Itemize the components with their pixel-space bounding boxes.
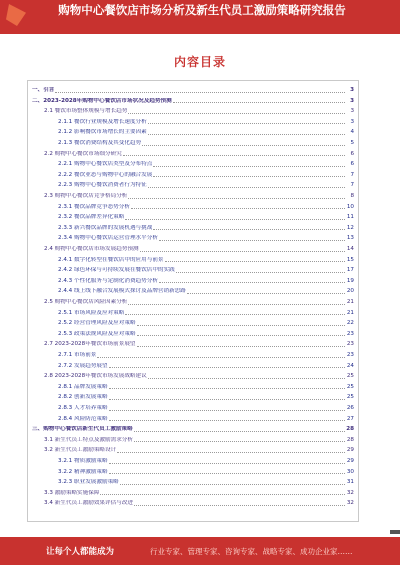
toc-entry[interactable] <box>28 341 358 348</box>
toc-page-number: 6 <box>350 161 354 168</box>
toc-leader-dots <box>148 377 345 379</box>
toc-page-number: 26 <box>346 405 354 411</box>
toc-entry-title: 2.7.2 发展趋势展望 <box>58 362 108 369</box>
toc-entry-title: 3.1 新生代员工特点及激励需求分析 <box>44 436 133 443</box>
toc-page-number: 4 <box>350 129 354 136</box>
toc-leader-dots <box>128 112 345 114</box>
toc-page-number: 23 <box>346 341 354 348</box>
toc-page-number: 3 <box>350 97 354 104</box>
toc-page-number: 25 <box>346 383 354 390</box>
toc-title: 内容目录 <box>173 55 226 69</box>
toc-leader-dots <box>134 504 345 506</box>
toc-page-number: 20 <box>346 288 354 295</box>
toc-leader-dots <box>148 186 345 188</box>
toc-entry[interactable] <box>28 151 358 158</box>
toc-page-number: 28 <box>346 436 354 443</box>
page-corner-mark <box>390 530 400 534</box>
toc-entry-title: 2.3.3 新兴餐饮品牌的发展机遇与挑战 <box>58 224 153 231</box>
toc-page-number: 22 <box>346 320 354 327</box>
toc-entry-title: 2.3.1 餐饮品牌竞争态势分析 <box>58 203 130 210</box>
toc-page-number: 29 <box>346 447 354 454</box>
footer-bar <box>0 537 400 565</box>
toc-leader-dots <box>109 409 345 411</box>
toc-entry-title: 2.8.4 风险防范策略 <box>58 415 108 422</box>
toc-leader-dots <box>137 334 345 336</box>
toc-leader-dots <box>153 228 345 230</box>
toc-entry-title: 2.4.3 个性化服务与定制化消费趋势分析 <box>58 277 158 284</box>
page-title: 购物中心餐饮店市场分析及新生代员工激励策略研究报告 <box>58 3 346 17</box>
toc-entry-title: 二、2023-2028年购物中心餐饮店市场状况及趋势预测 <box>32 97 172 104</box>
toc-page-number: 15 <box>346 256 354 263</box>
toc-leader-dots <box>109 398 345 400</box>
toc-page-number: 30 <box>346 468 354 475</box>
toc-page-number: 21 <box>346 309 354 316</box>
toc-page-number: 5 <box>350 140 354 146</box>
toc-entry-title: 2.7.1 市场前景 <box>58 352 97 358</box>
toc-leader-dots <box>131 207 345 209</box>
logo-icon <box>6 4 26 26</box>
toc-leader-dots <box>109 419 345 421</box>
toc-entry[interactable] <box>28 257 358 264</box>
toc-leader-dots <box>140 250 345 252</box>
toc-page-number: 17 <box>346 267 354 274</box>
toc-leader-dots <box>125 218 345 220</box>
toc-entry-title: 2.1.3 餐饮消费结构及其变化趋势 <box>58 140 142 146</box>
footer-slogan: 让每个人都能成为 <box>46 547 115 557</box>
toc-entry[interactable] <box>28 320 358 327</box>
toc-entry-title: 2.2.2 餐饮业态与购物中心的融合发展 <box>58 171 153 178</box>
toc-leader-dots <box>176 271 345 273</box>
toc-entry-title: 2.2.1 购物中心餐饮店类型及分布特点 <box>58 161 153 168</box>
toc-entry[interactable] <box>28 405 358 412</box>
toc-entry-title: 2.5.1 市场风险及应对策略 <box>58 309 125 316</box>
toc-page-number: 25 <box>346 394 354 401</box>
toc-page-number: 32 <box>346 489 354 496</box>
toc-leader-dots <box>55 91 345 93</box>
toc-page-number: 19 <box>346 277 354 284</box>
toc-page-number: 29 <box>346 458 354 464</box>
toc-page-number: 3 <box>350 108 354 115</box>
toc-entry-title: 一、引言 <box>32 87 55 93</box>
toc-leader-dots <box>128 197 345 199</box>
toc-leader-dots <box>153 165 345 167</box>
toc-page-number: 25 <box>346 373 354 380</box>
toc-entry[interactable] <box>28 437 358 444</box>
toc-entry-title: 3.2.2 精神激励策略 <box>58 468 108 475</box>
toc-entry[interactable] <box>28 87 358 94</box>
toc-page-number: 27 <box>346 415 354 422</box>
toc-entry[interactable] <box>28 278 358 285</box>
toc-page-number: 6 <box>350 150 354 157</box>
toc-leader-dots <box>148 122 345 124</box>
toc-entry[interactable] <box>28 426 358 433</box>
toc-leader-dots <box>187 292 345 294</box>
toc-leader-dots <box>142 144 345 146</box>
toc-leader-dots <box>128 303 345 305</box>
toc-entry-title: 2.5 购物中心餐饮店风险因素分析 <box>44 299 128 305</box>
toc-entry-title: 2.1.2 影响餐饮市场增长的主要因素 <box>58 129 147 136</box>
toc-entry-title: 2.2.3 购物中心餐饮消费者行为特征 <box>58 182 147 189</box>
toc-entry-title: 3.3 激励策略实施保障 <box>44 489 100 496</box>
toc-leader-dots <box>165 260 345 262</box>
toc-page-number: 21 <box>346 299 354 305</box>
toc-entry-title: 2.4.4 线上线下融合发展模式探讨及品牌营销新思路 <box>58 288 186 295</box>
toc-entry[interactable] <box>28 310 358 317</box>
toc-entry-title: 2.5.3 政策法规风险及应对策略 <box>58 330 136 337</box>
toc-entry[interactable] <box>28 500 358 507</box>
toc-leader-dots <box>148 133 345 135</box>
toc-leader-dots <box>159 281 345 283</box>
toc-entry[interactable] <box>28 235 358 242</box>
toc-entry-title: 2.8.1 品牌发展策略 <box>58 383 108 390</box>
toc-entry[interactable] <box>28 384 358 391</box>
toc-leader-dots <box>134 430 345 432</box>
toc-entry[interactable] <box>28 479 358 486</box>
toc-leader-dots <box>109 366 345 368</box>
toc-entry-title: 2.3.2 餐饮品牌差异化策略 <box>58 214 125 221</box>
toc-entry-title: 3.2.3 职业发展激励策略 <box>58 479 119 486</box>
toc-entry-title: 2.4.1 数字化转型在餐饮店中的应用与前景 <box>58 256 164 263</box>
header-bar <box>0 0 400 34</box>
toc-entry-title: 2.4.2 绿色环保与可持续发展在餐饮店中的实践 <box>58 267 175 274</box>
toc-entry[interactable] <box>28 246 358 253</box>
toc-entry-title: 2.8 2023-2028年餐饮市场发展战略建议 <box>44 373 147 380</box>
toc-entry-title: 2.3.4 购物中心餐饮店运营管理水平分析 <box>58 235 158 242</box>
toc-page-number: 8 <box>350 193 354 199</box>
toc-entry[interactable] <box>28 119 358 126</box>
toc-page-number: 10 <box>346 203 354 210</box>
toc-leader-dots <box>159 239 345 241</box>
toc-entry[interactable] <box>28 182 358 189</box>
toc-page-number: 11 <box>346 214 354 221</box>
toc-page-number: 12 <box>346 224 354 231</box>
toc-container <box>27 80 359 522</box>
toc-leader-dots <box>109 387 345 389</box>
toc-page-number: 3 <box>350 118 354 125</box>
toc-entry[interactable] <box>28 299 358 306</box>
toc-entry-title: 2.1.1 餐饮行业规模及增长速度分析 <box>58 118 147 125</box>
toc-page-number: 31 <box>346 479 354 486</box>
toc-entry[interactable] <box>28 225 358 232</box>
toc-entry-title: 三、购物中心餐饮店新生代员工激励策略 <box>32 426 133 433</box>
toc-entry-title: 2.5.2 经营管理风险及应对策略 <box>58 320 136 327</box>
toc-page-number: 7 <box>350 171 354 178</box>
toc-entry[interactable] <box>28 172 358 179</box>
toc-entry[interactable] <box>28 416 358 423</box>
toc-leader-dots <box>137 324 345 326</box>
toc-page-number: 23 <box>346 352 354 358</box>
toc-entry[interactable] <box>28 161 358 168</box>
toc-leader-dots <box>173 101 345 103</box>
toc-leader-dots <box>134 440 345 442</box>
toc-page-number: 28 <box>346 426 354 433</box>
toc-entry[interactable] <box>28 490 358 497</box>
toc-entry[interactable] <box>28 267 358 274</box>
toc-entry-title: 2.8.2 创新发展策略 <box>58 394 108 401</box>
toc-entry[interactable] <box>28 469 358 476</box>
toc-leader-dots <box>100 493 345 495</box>
toc-entry-title: 2.1 餐饮市场整体规模与增长趋势 <box>44 108 128 115</box>
toc-entry[interactable] <box>28 98 358 105</box>
toc-page-number: 3 <box>350 87 354 93</box>
toc-entry[interactable] <box>28 193 358 200</box>
toc-leader-dots <box>125 313 345 315</box>
toc-entry[interactable] <box>28 140 358 147</box>
toc-entry-title: 3.4 新生代员工激励效果评估与改进 <box>44 500 133 507</box>
toc-leader-dots <box>137 345 345 347</box>
toc-entry[interactable] <box>28 363 358 370</box>
toc-entry-title: 2.2 购物中心餐饮市场细分研究 <box>44 150 122 157</box>
toc-entry[interactable] <box>28 204 358 211</box>
toc-leader-dots <box>153 175 345 177</box>
toc-page-number: 23 <box>346 330 354 337</box>
toc-entry-title: 2.4 购物中心餐饮店市场发展趋势预测 <box>44 246 139 252</box>
toc-entry[interactable] <box>28 394 358 401</box>
toc-leader-dots <box>97 356 345 358</box>
footer-tagline: 行业专家、管理专家、咨询专家、战略专家、成功企业家…… <box>150 547 353 556</box>
toc-leader-dots <box>123 154 345 156</box>
toc-entry-title: 2.7 2023-2028年餐饮市场前景展望 <box>44 341 136 348</box>
toc-leader-dots <box>109 472 345 474</box>
toc-entry[interactable] <box>28 331 358 338</box>
toc-entry[interactable] <box>28 108 358 115</box>
toc-entry[interactable] <box>28 288 358 295</box>
toc-page-number: 13 <box>346 235 354 242</box>
toc-leader-dots <box>117 451 345 453</box>
toc-leader-dots <box>120 483 345 485</box>
toc-page-number: 24 <box>346 362 354 369</box>
toc-entry-title: 2.3 购物中心餐饮店竞争格局分析 <box>44 193 128 199</box>
toc-page-number: 14 <box>346 246 354 252</box>
toc-page-number: 32 <box>346 500 354 507</box>
toc-entry-title: 3.2.1 物质激励策略 <box>58 458 108 464</box>
toc-entry[interactable] <box>28 373 358 380</box>
toc-page-number: 7 <box>350 182 354 189</box>
toc-entry[interactable] <box>28 129 358 136</box>
toc-entry[interactable] <box>28 447 358 454</box>
toc-entry[interactable] <box>28 214 358 221</box>
toc-entry[interactable] <box>28 458 358 465</box>
toc-entry-title: 3.2 新生代员工激励策略设计 <box>44 447 117 454</box>
toc-entry[interactable] <box>28 352 358 359</box>
toc-entry-title: 2.8.3 人才培养策略 <box>58 405 108 411</box>
toc-leader-dots <box>109 462 345 464</box>
